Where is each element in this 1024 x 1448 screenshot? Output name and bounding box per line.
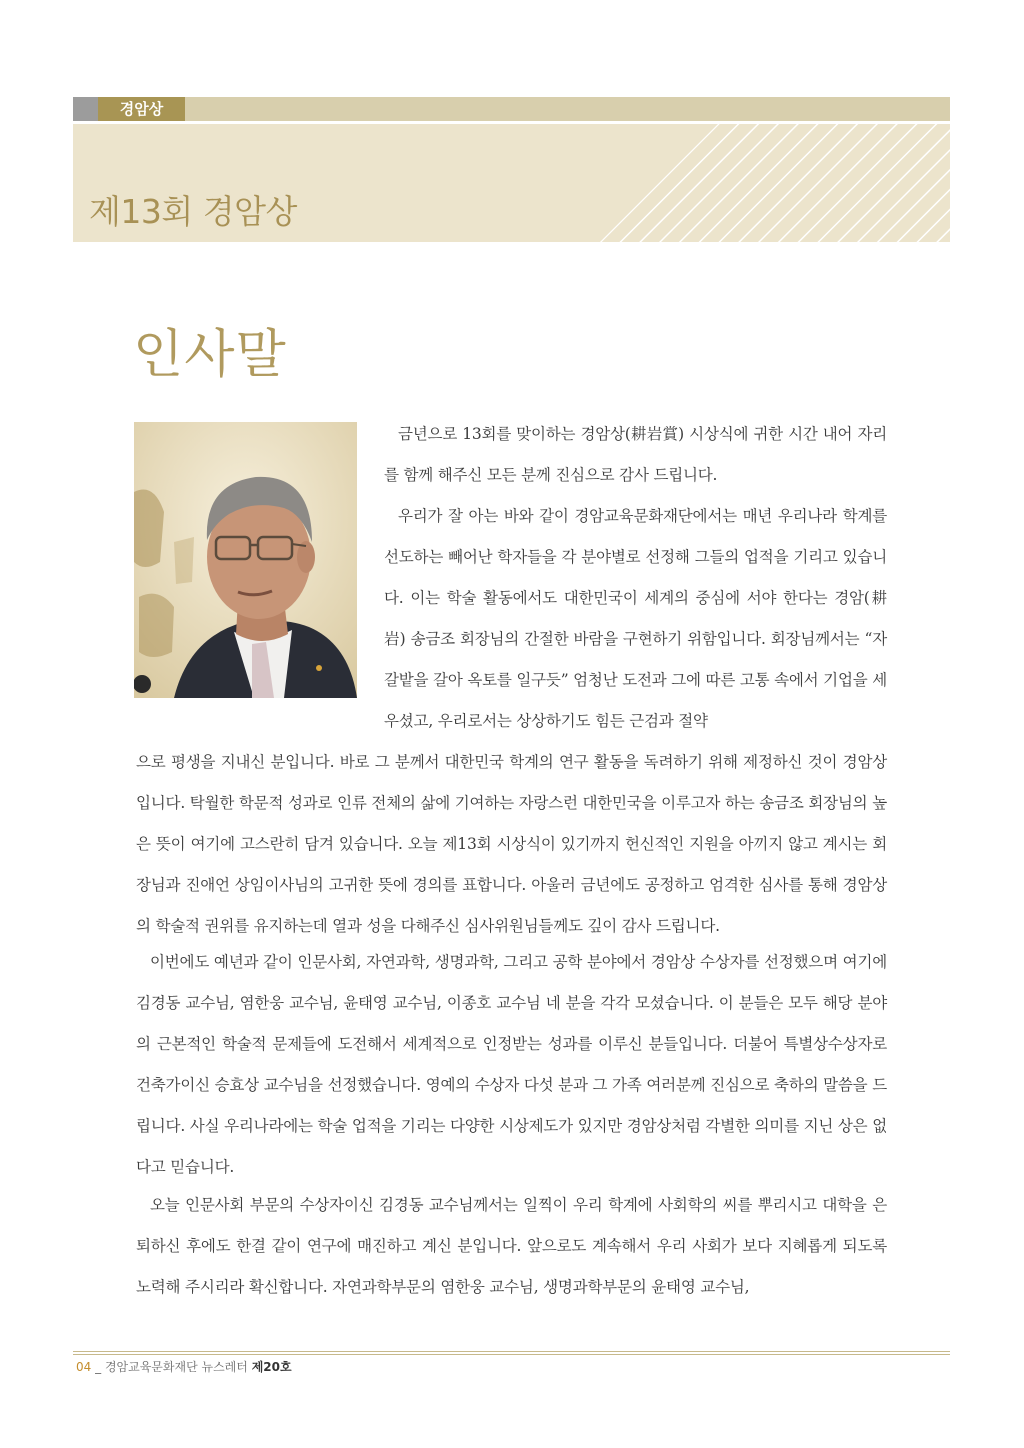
section-label: 경암상	[98, 97, 185, 121]
page-heading: 인사말	[133, 325, 287, 385]
publication-name: 경암교육문화재단 뉴스레터	[104, 1360, 248, 1374]
section-bar	[73, 97, 950, 121]
portrait-photo	[134, 422, 357, 698]
paragraph-2-top: 우리가 잘 아는 바와 같이 경암교육문화재단에서는 매년 우리나라 학계를 선도하는 빼어난 학자들을 각 분야별로 선정해 그들의 업적을 기리고 있습니다. 이는 학술 활동에서도 대한민국이 세계의 중심에 서야 한다는 경암(耕岩) 송금조 회장님의 간절한 바람을 구현하기 위함입니다. 회장님께서는 “자갈밭을 갈아 옥토를 일구듯” 엄청난 도전과 그에 따른 고통 속에서 기업을 세우셨고, 우리로서는 상상하기도 힘든 근검과 절약	[384, 507, 887, 730]
paragraph-1: 금년으로 13회를 맞이하는 경암상(耕岩賞) 시상식에 귀한 시간 내어 자리를 함께 해주신 모든 분께 진심으로 감사 드립니다.	[384, 425, 887, 484]
footer-separator: _	[95, 1360, 102, 1374]
section-bar-accent	[73, 97, 98, 121]
issue-number: 제20호	[251, 1360, 292, 1374]
page-number: 04	[76, 1360, 92, 1374]
issue-title: 제13회 경암상	[89, 192, 297, 231]
paragraph-2-bottom: 으로 평생을 지내신 분입니다. 바로 그 분께서 대한민국 학계의 연구 활동을 독려하기 위해 제정하신 것이 경암상입니다. 탁월한 학문적 성과로 인류 전체의 삶에 기여하는 자랑스런 대한민국을 이루고자 하는 송금조 회장님의 높은 뜻이 여기에 고스란히 담겨 있습니다. 오늘 제13회 시상식이 있기까지 헌신적인 지원을 아끼지 않고 계시는 회장님과 진애언 상임이사님의 고귀한 뜻에 경의를 표합니다. 아울러 금년에도 공정하고 엄격한 심사를 통해 경암상의 학술적 권위를 유지하는데 열과 성을 다해주신 심사위원님들께도 깊이 감사 드립니다.	[136, 753, 887, 935]
diagonal-stripe-pattern	[480, 124, 950, 242]
page-footer	[76, 1358, 292, 1375]
footer-rule	[73, 1351, 950, 1352]
footer-rule-secondary	[73, 1354, 950, 1355]
title-band	[73, 124, 950, 242]
paragraph-3: 이번에도 예년과 같이 인문사회, 자연과학, 생명과학, 그리고 공학 분야에서 경암상 수상자를 선정했으며 여기에 김경동 교수님, 염한웅 교수님, 윤태영 교수님, 이종호 교수님 네 분을 각각 모셨습니다. 이 분들은 모두 해당 분야의 근본적인 학술적 문제들에 도전해서 세계적으로 인정받는 성과를 이루신 분들입니다. 더불어 특별상수상자로 건축가이신 승효상 교수님을 선정했습니다. 영예의 수상자 다섯 분과 그 가족 여러분께 진심으로 축하의 말씀을 드립니다. 사실 우리나라에는 학술 업적을 기리는 다양한 시상제도가 있지만 경암상처럼 각별한 의미를 지닌 상은 없다고 믿습니다.	[136, 953, 887, 1176]
paragraph-4: 오늘 인문사회 부문의 수상자이신 김경동 교수님께서는 일찍이 우리 학계에 사회학의 씨를 뿌리시고 대학을 은퇴하신 후에도 한결 같이 연구에 매진하고 계신 분입니다. 앞으로도 계속해서 우리 사회가 보다 지혜롭게 되도록 노력해 주시리라 확신합니다. 자연과학부문의 염한웅 교수님, 생명과학부문의 윤태영 교수님,	[136, 1196, 887, 1296]
